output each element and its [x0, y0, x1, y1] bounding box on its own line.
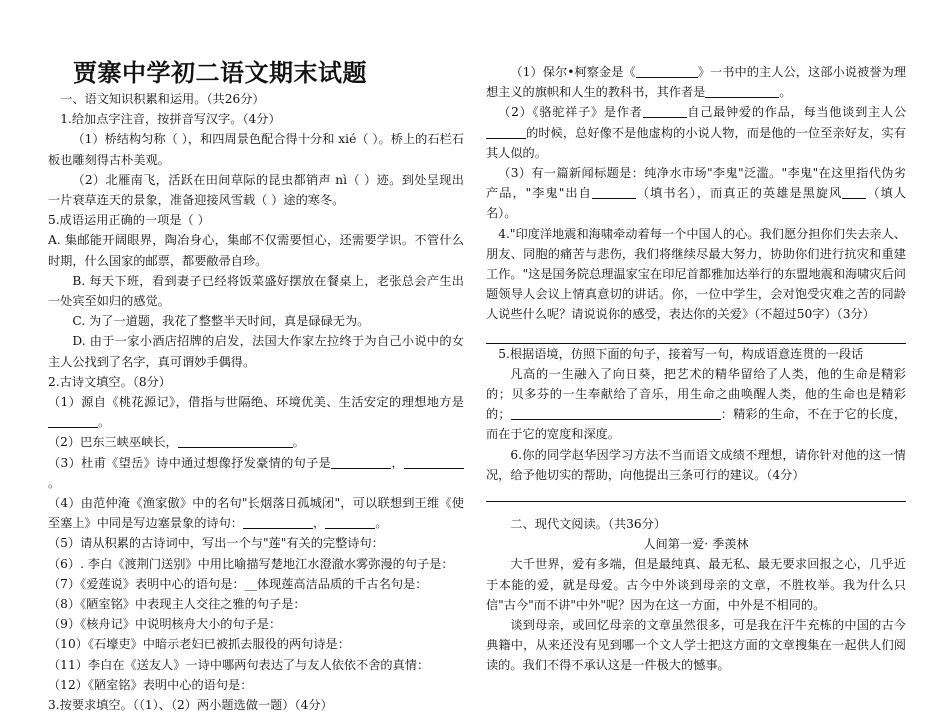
section-two-heading: 二、现代文阅读。（共36分） [510, 517, 667, 532]
poem-fill-7: （7）《爱莲说》表明中心的语句是：__体现莲高洁品质的千古名句是： [48, 576, 428, 591]
question-1-item-1: （1）桥结构匀称（ ），和四周景色配合得十分和 xié（ ）。桥上的石栏石板也雕刻得古朴美观。 [48, 132, 464, 167]
imitation-context: 凡高的一生融入了向日葵，把艺术的精华留给了人类，他的生命是精彩的；贝多芬的一生奉献给了音乐，用生命之曲唤醒人类，他的生命也是精彩的； ：精彩的生命，不在于它的长度，而在于它的宽度和深度。 [486, 366, 907, 442]
fill-paul: （1）保尔•柯察金是《 》一书中的主人公，这部小说被誉为理想主义的旗帜和人生的教科书，其作者是 。 [486, 65, 907, 100]
poem-fill-4: （4）由范仲淹《渔家傲》中的名句"长烟落日孤城闭"，可以联想到王维《使至塞上》中同是写边塞景象的诗句： ， 。 [48, 496, 464, 531]
poem-fill-6: （6）. 李白《渡荆门送别》中用比喻描写楚地江水澄澈水雾弥漫的句子是： [48, 556, 454, 571]
poem-fill-2: （2）巴东三峡巫峡长， 。 [48, 435, 305, 450]
answer-line-4 [486, 325, 906, 344]
question-1: 1.给加点字注音，按拼音写汉字。（4分） [60, 112, 281, 127]
poem-fill-11: （11）李白在《送友人》一诗中哪两句表达了与友人依依不舍的真情： [48, 657, 430, 672]
poem-fill-5: （5）请从积累的古诗词中，写出一个与"莲"有关的完整诗句： [48, 536, 384, 551]
page-title: 贾寨中学初二语文期末试题 [73, 59, 367, 87]
poem-fill-3: （3）杜甫《望岳》诗中通过想像抒发豪情的句子是 ，。 [48, 453, 464, 493]
question-3: 3.按要求填空。（（1）、（2）两小题选做一题）（4分） [48, 698, 333, 713]
section-one-heading: 一、语文知识积累和运用。（共26分） [60, 92, 265, 106]
article-paragraph-2: 谈到母亲，或回忆母亲的文章虽然很多，可是我在汗牛充栋的中国的古今典籍中，从来还没有见到哪一个文人学士把这方面的文章搜集在一起供人们阅读的。我们不得不承认这是一件极大的憾事。 [486, 618, 906, 673]
poem-fill-12: （12）《陋室铭》表明中心的语句是： [48, 677, 253, 692]
option-c: C. 为了一道题，我花了整整半天时间，真是碌碌无为。 [72, 314, 370, 329]
poem-fill-10: （10）《石壕吏》中暗示老妇已被抓去服役的两句诗是： [48, 637, 350, 652]
article-paragraph-1: 大千世界，爱有多端，但是最纯真、最无私、最无要求回报之心，几乎近于本能的爱，就是母爱。古今中外谈到母亲的文章，不胜枚举。我为什么只信"古今"而不讲"中外"呢？因为在这一方面，中外是不相同的。 [486, 557, 906, 612]
article-title: 人间第一爱· 季羡林 [643, 537, 749, 552]
question-5-imitation: 5.根据语境，仿照下面的句子，接着写一句，构成语意连贯的一段话 [498, 346, 864, 361]
fill-camel: （2）《骆驼祥子》是作者 自己最钟爱的作品，每当他谈到主人公的时候，总好像不是他虚构的小说人物，而是他的一位至亲好友，实有其人似的。 [486, 105, 907, 160]
right-column [486, 0, 906, 676]
question-5: 5.成语运用正确的一项是（ ） [48, 213, 210, 228]
left-column [48, 0, 464, 715]
question-4: 4."印度洋地震和海啸牵动着每一个中国人的心。我们愿分担你们失去亲人、朋友、同胞的痛苦与悲伤，我们将继续尽最大努力，协助你们进行抗灾和重建工作。"这是国务院总理温家宝在印尼首都雅加达举行的东盟地震和海啸灾后问题领导人会议上情真意切的讲话。你，一位中学生，会对饱受灾难之苦的同龄人说些什么呢？请说说你的感受，表达你的关爱》（不超过50字）（3分） [486, 226, 906, 322]
answer-line-6 [486, 485, 906, 502]
poem-fill-1: （1）源自《桃花源记》，借指与世隔绝、环境优美、生活安定的理想地方是。 [48, 395, 464, 430]
question-2: 2.古诗文填空。（8分） [48, 374, 171, 389]
question-6: 6.你的同学赵华因学习方法不当而语文成绩不理想，请你针对他的这一情况，给予他切实的帮助，向他提出三条可行的建议。（4分） [486, 447, 906, 482]
fill-li-gui: （3）有一篇新闻标题是：纯净水市场"李鬼"泛滥。"李鬼"在这里指代伪劣产品，"李鬼"出自 （填书名），而真正的英雄是黑旋风 （填人名）。 [486, 166, 907, 221]
poem-fill-9: （9）《核舟记》中说明核舟大小的句子是： [48, 617, 282, 632]
poem-fill-8: （8）《陋室铭》中表现主人交往之雅的句子是： [48, 597, 306, 612]
option-a: A. 集邮能开阔眼界，陶冶身心，集邮不仅需要恒心，还需要学识。不管什么时期，什么国家的邮票，都要敝帚自珍。 [48, 233, 464, 268]
question-1-item-2: （2）北雁南飞，活跃在田间草际的昆虫都销声 nì（ ）迹。到处呈现出一片衰草连天的景象，准备迎接风雪载（ ）途的寒冬。 [48, 172, 464, 208]
option-b: B. 每天下班，看到妻子已经将饭菜盛好摆放在餐桌上，老张总会产生出一处宾至如归的感觉。 [48, 273, 464, 309]
option-d: D. 由于一家小酒店招牌的启发，法国大作家左拉终于为自己小说中的女主人公找到了名字，真可谓妙手偶得。 [48, 334, 464, 369]
